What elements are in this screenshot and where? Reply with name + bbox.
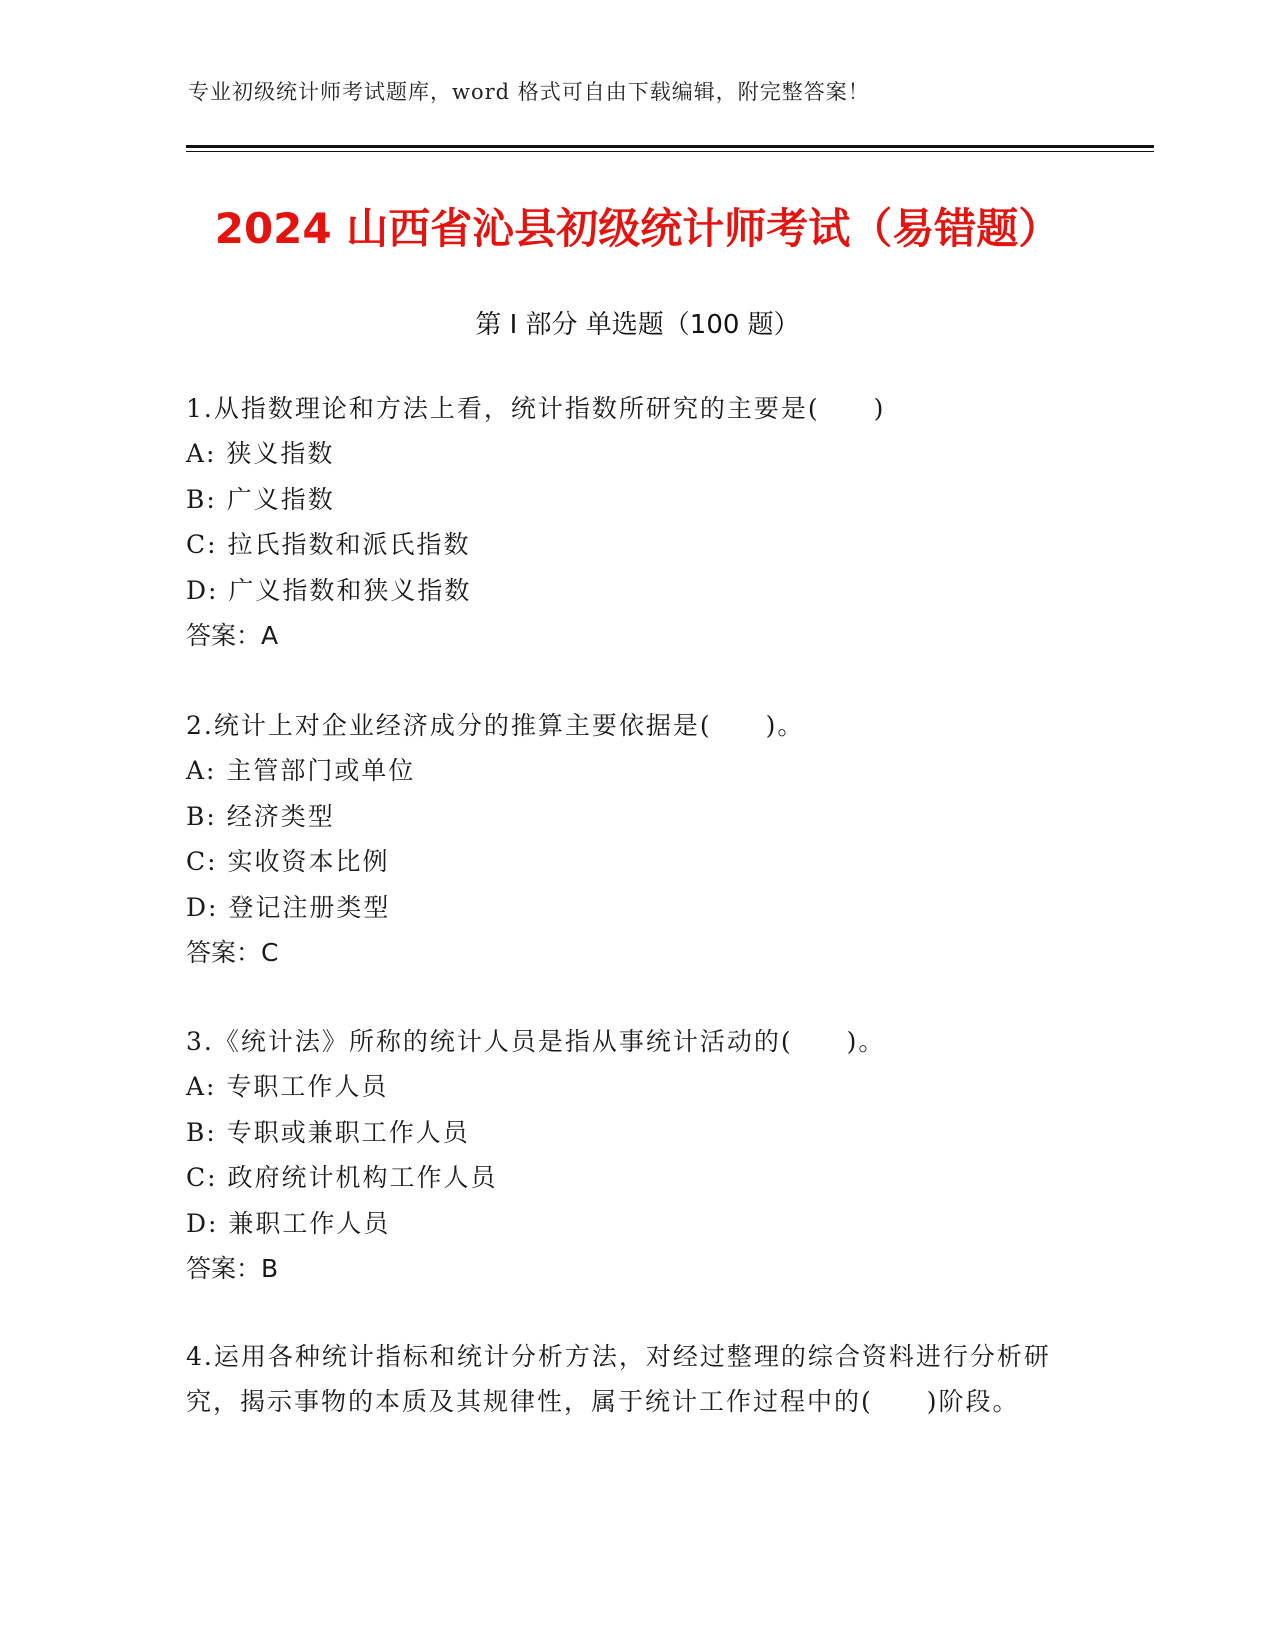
section-title: 第 I 部分 单选题（100 题） xyxy=(475,310,800,340)
header-rule-thin xyxy=(186,151,1154,152)
option-a: A: 专职工作人员 xyxy=(186,1072,389,1101)
option-c: C: 拉氏指数和派氏指数 xyxy=(186,530,471,559)
question-stem: 1.从指数理论和方法上看，统计指数所研究的主要是( ) xyxy=(186,394,886,423)
answer: 答案：B xyxy=(186,1254,279,1283)
answer: 答案：A xyxy=(186,621,279,650)
option-d: D: 兼职工作人员 xyxy=(186,1208,391,1238)
answer: 答案：C xyxy=(186,938,279,967)
question-stem: 3.《统计法》所称的统计人员是指从事统计活动的( )。 xyxy=(186,1027,886,1056)
question-2 xyxy=(186,703,1066,975)
question-stem: 2.统计上对企业经济成分的推算主要依据是( )。 xyxy=(186,711,805,740)
question-4 xyxy=(186,1334,1066,1424)
option-a: A: 狭义指数 xyxy=(186,439,335,468)
option-a: A: 主管部门或单位 xyxy=(186,756,416,785)
option-c: C: 政府统计机构工作人员 xyxy=(186,1163,498,1192)
option-b: B: 广义指数 xyxy=(186,484,335,514)
option-d: D: 登记注册类型 xyxy=(186,892,391,922)
question-3 xyxy=(186,1019,1066,1291)
option-d: D: 广义指数和狭义指数 xyxy=(186,575,472,605)
option-b: B: 经济类型 xyxy=(186,801,335,831)
option-c: C: 实收资本比例 xyxy=(186,847,390,876)
header-rule-thick xyxy=(186,145,1154,148)
option-b: B: 专职或兼职工作人员 xyxy=(186,1117,470,1147)
document-title: 2024 山西省沁县初级统计师考试（易错题） xyxy=(214,204,1061,253)
question-1 xyxy=(186,386,1066,658)
header-note: 专业初级统计师考试题库，word 格式可自由下载编辑，附完整答案！ xyxy=(188,80,870,104)
question-stem: 4.运用各种统计指标和统计分析方法，对经过整理的综合资料进行分析研究，揭示事物的本质及其规律性，属于统计工作过程中的( )阶段。 xyxy=(186,1342,1051,1416)
